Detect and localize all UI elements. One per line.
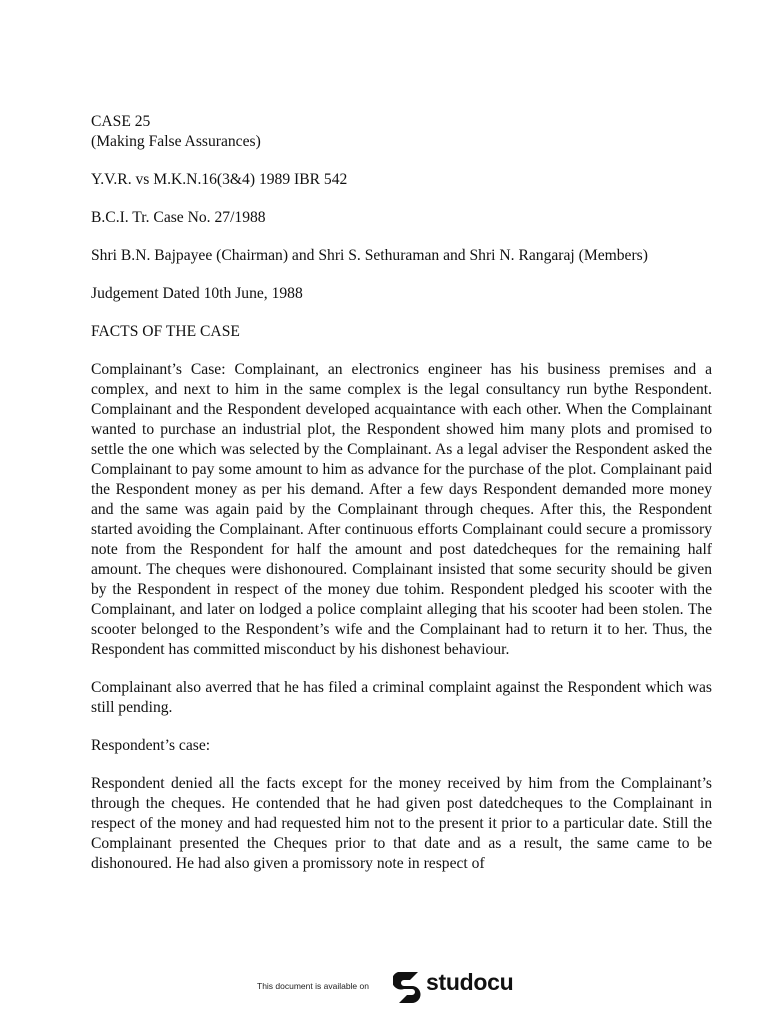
complainant-case-paragraph: Complainant’s Case: Complainant, an electronics engineer has his business premises and a complex, and next to him in the same complex is the legal consultancy run bythe Respondent. Complainant and the Respondent developed acquaintance with each other. When the Complainant wanted to purchase an industrial plot, the Respondent showed him many plots and promised to settle the one which was selected by the Complainant. As a legal adviser the Respondent asked the Complainant to pay some amount to him as advance for the purchase of the plot. Complainant paid the Respondent money as per his demand. After a few days Respondent demanded more money and the same was again paid by the Complainant through cheques. After this, the Respondent started avoiding the Complainant. After continuous efforts Complainant could secure a promissory note from the Respondent for half the amount and post datedcheques for the remaining half amount. The cheques were dishonoured. Complainant insisted that some security should be given by the Respondent in respect of the money due tohim. Respondent pledged his scooter with the Complainant, and later on lodged a police complaint alleging that his scooter had been stolen. The scooter belonged to the Respondent’s wife and the Complainant had to return it to her. Thus, the Respondent has committed misconduct by his dishonest behaviour.: [91, 361, 712, 658]
studocu-logo-icon: [393, 969, 423, 1003]
bci-case-number: B.C.I. Tr. Case No. 27/1988: [91, 209, 266, 226]
document-body: [91, 112, 712, 874]
citation: Y.V.R. vs M.K.N.16(3&4) 1989 IBR 542: [91, 171, 348, 188]
respondent-case-paragraph: Respondent denied all the facts except for the money received by him from the Complainant’s through the cheques. He contended that he had given post datedcheques to the Complainant in respect of the money and had requested him not to the present it prior to a particular date. Still the Complainant presented the Cheques prior to that date and as a result, the same came to be dishonoured. He had also given a promissory note in respect of: [91, 775, 712, 872]
bench-members: Shri B.N. Bajpayee (Chairman) and Shri S. Sethuraman and Shri N. Rangaraj (Members): [91, 247, 648, 264]
facts-heading: FACTS OF THE CASE: [91, 323, 240, 340]
criminal-complaint-paragraph: Complainant also averred that he has filed a criminal complaint against the Respondent which was still pending.: [91, 679, 712, 716]
respondent-heading: Respondent’s case:: [91, 737, 211, 754]
studocu-footer: [0, 966, 768, 1006]
judgement-date: Judgement Dated 10th June, 1988: [91, 285, 303, 302]
case-subtitle: (Making False Assurances): [91, 133, 261, 150]
availability-text: This document is available on: [257, 981, 369, 991]
case-number: CASE 25: [91, 113, 151, 130]
studocu-wordmark: studocu: [426, 969, 514, 995]
